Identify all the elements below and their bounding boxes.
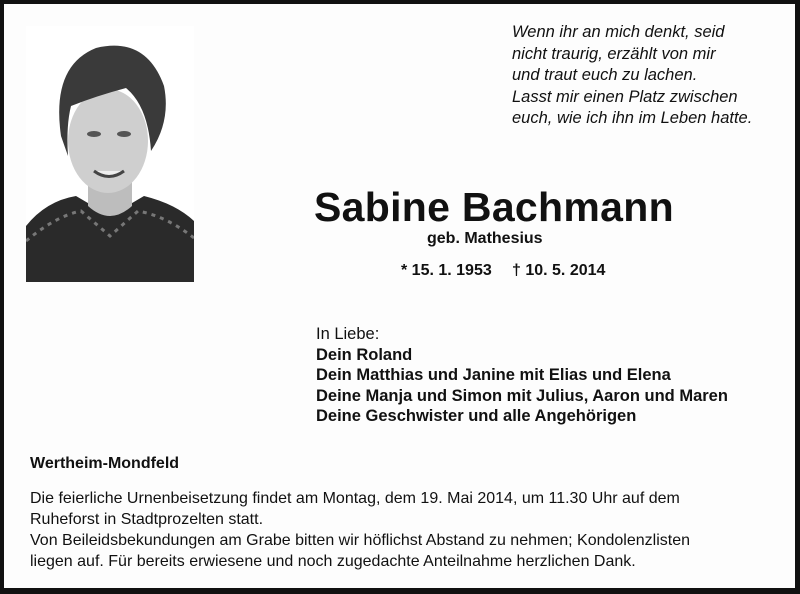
portrait-photo — [26, 26, 194, 282]
death-date: † 10. 5. 2014 — [512, 262, 606, 279]
mourners-list — [316, 324, 728, 427]
mourner-line: Dein Matthias und Janine mit Elias und Elena — [316, 366, 671, 384]
notice-line: Ruheforst in Stadtprozelten statt. — [30, 511, 264, 528]
mourners-intro: In Liebe: — [316, 325, 380, 343]
poem — [512, 22, 752, 130]
poem-line: Wenn ihr an mich denkt, seid — [512, 23, 725, 41]
mourner-line: Deine Manja und Simon mit Julius, Aaron und Maren — [316, 386, 728, 405]
poem-line: euch, wie ich ihn im Leben hatte. — [512, 109, 753, 127]
mourner-line: Deine Geschwister und alle Angehörigen — [316, 407, 637, 425]
place: Wertheim-Mondfeld — [30, 455, 180, 472]
notice-line: liegen auf. Für bereits erwiesene und noch zugedachte Anteilnahme herzlichen Dank. — [30, 553, 636, 570]
poem-line: Lasst mir einen Platz zwischen — [512, 87, 738, 106]
maiden-name: geb. Mathesius — [427, 230, 543, 247]
mourner-line: Dein Roland — [316, 345, 413, 364]
poem-line: nicht traurig, erzählt von mir — [512, 44, 716, 63]
notice-line: Von Beileidsbekundungen am Grabe bitten wir höflichst Abstand zu nehmen; Kondolenzlisten — [30, 532, 690, 549]
poem-line: und traut euch zu lachen. — [512, 66, 698, 84]
birth-date: * 15. 1. 1953 — [401, 262, 492, 279]
deceased-name: Sabine Bachmann — [314, 184, 674, 230]
notice-line: Die feierliche Urnenbeisetzung findet am Montag, dem 19. Mai 2014, um 11.30 Uhr auf dem — [30, 490, 680, 507]
funeral-notice — [30, 488, 790, 572]
